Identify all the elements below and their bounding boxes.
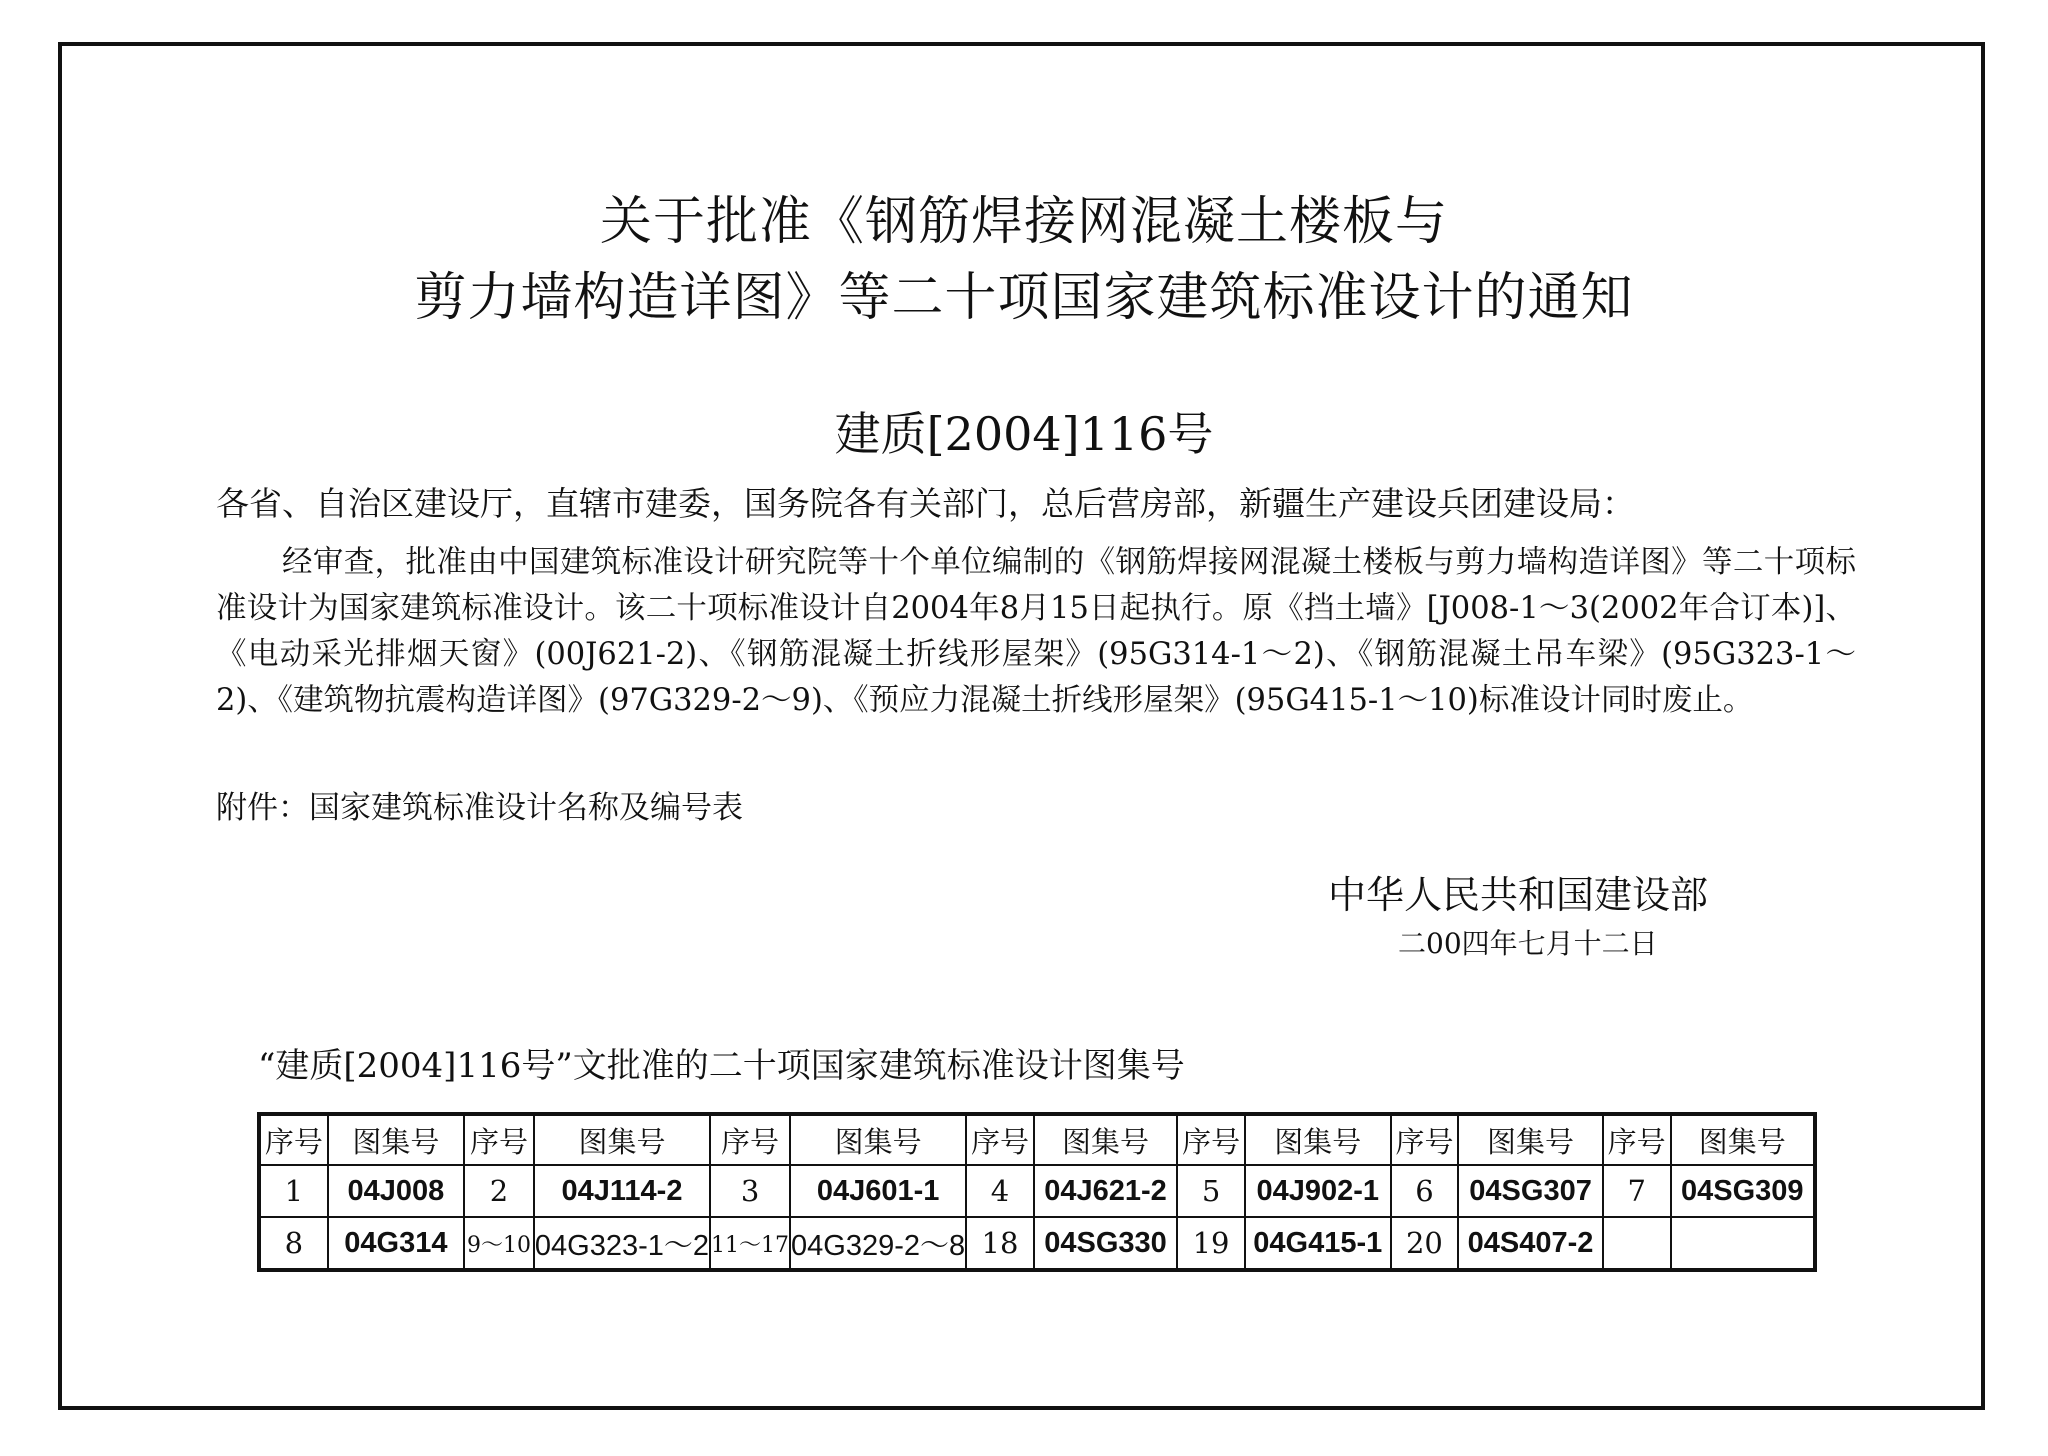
- code-cell: 04G323-1～2: [534, 1217, 710, 1270]
- code-cell: 04G415-1: [1245, 1217, 1391, 1270]
- header-code: 图集号: [534, 1114, 710, 1165]
- header-seq: 序号: [1391, 1114, 1459, 1165]
- header-seq: 序号: [259, 1114, 328, 1165]
- code-cell: 04J008: [328, 1165, 464, 1217]
- signature-date: 二00四年七月十二日: [1398, 927, 1658, 960]
- code-cell: [1671, 1217, 1816, 1270]
- notice-body-paragraph: 经审查，批准由中国建筑标准设计研究院等十个单位编制的《钢筋焊接网混凝土楼板与剪力墙构造详图》等二十项标准设计为国家建筑标准设计。该二十项标准设计自2004年8月15日起执行。原《挡土墙》[J008-1～3(2002年合订本)]、《电动采光排烟天窗》(00J621-2)、《钢筋混凝土折线形屋架》(95G314-1～2)、《钢筋混凝土吊车梁》(95G323-1～2)、《建筑物抗震构造详图》(97G329-2～9)、《预应力混凝土折线形屋架》(95G415-1～10)标准设计同时废止。: [216, 545, 1856, 718]
- seq-cell: 4: [966, 1165, 1034, 1217]
- code-cell: 04SG330: [1034, 1217, 1177, 1270]
- header-seq: 序号: [1603, 1114, 1671, 1165]
- code-cell: 04S407-2: [1458, 1217, 1603, 1270]
- code-cell: 04J114-2: [534, 1165, 710, 1217]
- atlas-table-caption: “建质[2004]116号”文批准的二十项国家建筑标准设计图集号: [258, 1046, 1185, 1086]
- seq-cell: 11～17: [710, 1217, 790, 1270]
- seq-cell: 6: [1391, 1165, 1459, 1217]
- atlas-number-table: [257, 1112, 1817, 1272]
- header-code: 图集号: [1458, 1114, 1603, 1165]
- seq-cell: 2: [464, 1165, 534, 1217]
- code-cell: 04J621-2: [1034, 1165, 1177, 1217]
- document-number: 建质[2004]116号: [834, 407, 1214, 461]
- code-cell: 04SG309: [1671, 1165, 1816, 1217]
- header-code: 图集号: [1034, 1114, 1177, 1165]
- code-cell: 04J902-1: [1245, 1165, 1391, 1217]
- seq-cell: 1: [259, 1165, 328, 1217]
- seq-cell: 9～10: [464, 1217, 534, 1270]
- code-cell: 04G329-2～8: [790, 1217, 966, 1270]
- seq-cell: 18: [966, 1217, 1034, 1270]
- header-code: 图集号: [1245, 1114, 1391, 1165]
- code-cell: 04SG307: [1458, 1165, 1603, 1217]
- seq-cell: 8: [259, 1217, 328, 1270]
- seq-cell: 5: [1177, 1165, 1245, 1217]
- header-seq: 序号: [464, 1114, 534, 1165]
- table-row: [259, 1165, 1815, 1217]
- table-header-row: [259, 1114, 1815, 1165]
- code-cell: 04J601-1: [790, 1165, 966, 1217]
- seq-cell: 20: [1391, 1217, 1459, 1270]
- table-row: [259, 1217, 1815, 1270]
- header-seq: 序号: [1177, 1114, 1245, 1165]
- header-seq: 序号: [710, 1114, 790, 1165]
- notice-title-line-2: 剪力墙构造详图》等二十项国家建筑标准设计的通知: [414, 268, 1634, 328]
- addressee-line: 各省、自治区建设厅，直辖市建委，国务院各有关部门，总后营房部，新疆生产建设兵团建设局：: [216, 484, 1635, 523]
- code-cell: 04G314: [328, 1217, 464, 1270]
- header-seq: 序号: [966, 1114, 1034, 1165]
- attachment-line: 附件：国家建筑标准设计名称及编号表: [216, 790, 743, 826]
- signature-organization: 中华人民共和国建设部: [1328, 873, 1709, 917]
- header-code: 图集号: [328, 1114, 464, 1165]
- seq-cell: 3: [710, 1165, 790, 1217]
- header-code: 图集号: [1671, 1114, 1816, 1165]
- seq-cell: 7: [1603, 1165, 1671, 1217]
- header-code: 图集号: [790, 1114, 966, 1165]
- seq-cell: [1603, 1217, 1671, 1270]
- notice-title-line-1: 关于批准《钢筋焊接网混凝土楼板与: [599, 192, 1448, 252]
- seq-cell: 19: [1177, 1217, 1245, 1270]
